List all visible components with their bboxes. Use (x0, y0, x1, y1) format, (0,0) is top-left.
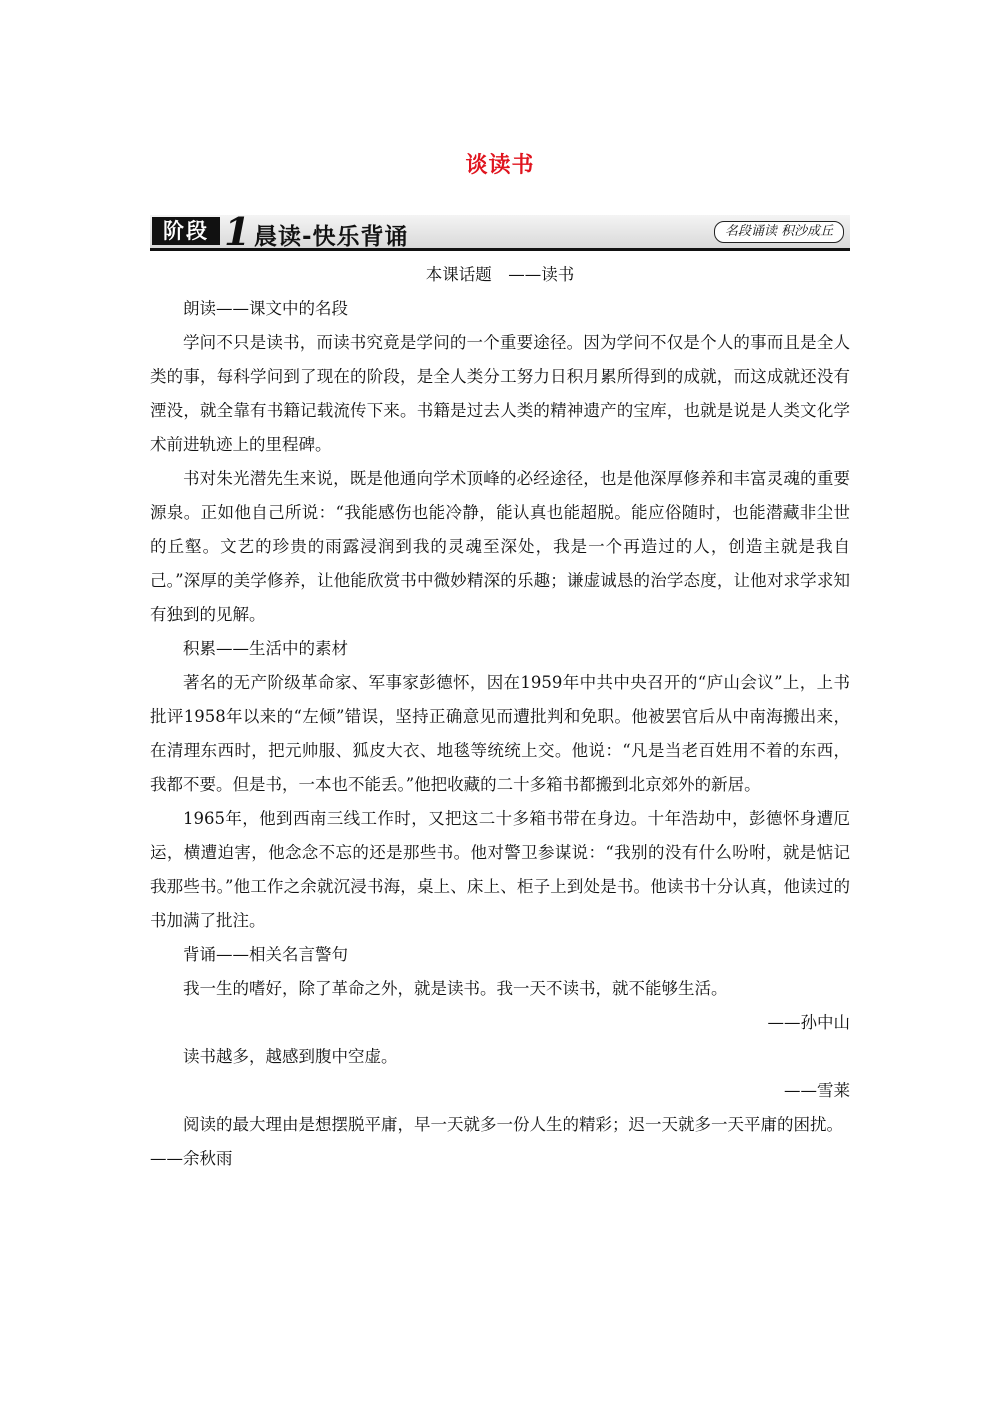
quote: 读书越多，越感到腹中空虚。 (183, 1047, 398, 1066)
section-heading-recite: 背诵——相关名言警句 (183, 945, 348, 964)
page-title: 谈读书 (465, 152, 535, 178)
stage-label: 阶段 (152, 217, 220, 245)
paragraph: 书对朱光潜先生来说，既是他通向学术顶峰的必经途径，也是他深厚修养和丰富灵魂的重要源泉。正如他自己所说：“我能感伤也能冷静，能认真也能超脱。能应俗随时，也能潜藏非尘世的丘壑。文艺的珍贵的雨露浸润到我的灵魂至深处，我是一个再造过的人，创造主就是我自己。”深厚的美学修养，让他能欣赏书中微妙精深的乐趣；谦虚诚恳的治学态度，让他对求学求知有独到的见解。 (150, 469, 850, 624)
section-heading-accumulate: 积累——生活中的素材 (183, 639, 348, 658)
quote: 我一生的嗜好，除了革命之外，就是读书。我一天不读书，就不能够生活。 (183, 979, 728, 998)
topic-line: 本课话题 ——读书 (425, 265, 575, 284)
paragraph: 学问不只是读书，而读书究竟是学问的一个重要途径。因为学问不仅是个人的事而且是全人类的事，每科学问到了现在的阶段，是全人类分工努力日积月累所得到的成就，而这成就还没有湮没，就全靠有书籍记载流传下来。书籍是过去人类的精神遗产的宝库，也就是说是人类文化学术前进轨迹上的里程碑。 (150, 333, 850, 454)
article-body (150, 258, 850, 1176)
stage-tag: 名段诵读 积沙成丘 (714, 221, 844, 243)
section-heading-read: 朗读——课文中的名段 (183, 299, 348, 318)
quote-author: ——余秋雨 (150, 1149, 233, 1168)
quote-author: ——雪莱 (784, 1081, 850, 1100)
stage-banner (150, 209, 850, 254)
quote-author: ——孙中山 (767, 1013, 850, 1032)
paragraph: 著名的无产阶级革命家、军事家彭德怀，因在1959年中共中央召开的“庐山会议”上，上书批评1958年以来的“左倾”错误，坚持正确意见而遭批判和免职。他被罢官后从中南海搬出来，在清理东西时，把元帅服、狐皮大衣、地毯等统统上交。他说：“凡是当老百姓用不着的东西，我都不要。但是书，一本也不能丢。”他把收藏的二十多箱书都搬到北京郊外的新居。 (150, 673, 850, 794)
quote: 阅读的最大理由是想摆脱平庸，早一天就多一份人生的精彩；迟一天就多一天平庸的困扰。 (183, 1115, 843, 1134)
stage-title: 晨读-快乐背诵 (254, 224, 409, 250)
stage-number: 1 (224, 209, 251, 254)
paragraph: 1965年，他到西南三线工作时，又把这二十多箱书带在身边。十年浩劫中，彭德怀身遭厄运，横遭迫害，他念念不忘的还是那些书。他对警卫参谋说：“我别的没有什么吩咐，就是惦记我那些书。”他工作之余就沉浸书海，桌上、床上、柜子上到处是书。他读书十分认真，他读过的书加满了批注。 (150, 809, 850, 930)
